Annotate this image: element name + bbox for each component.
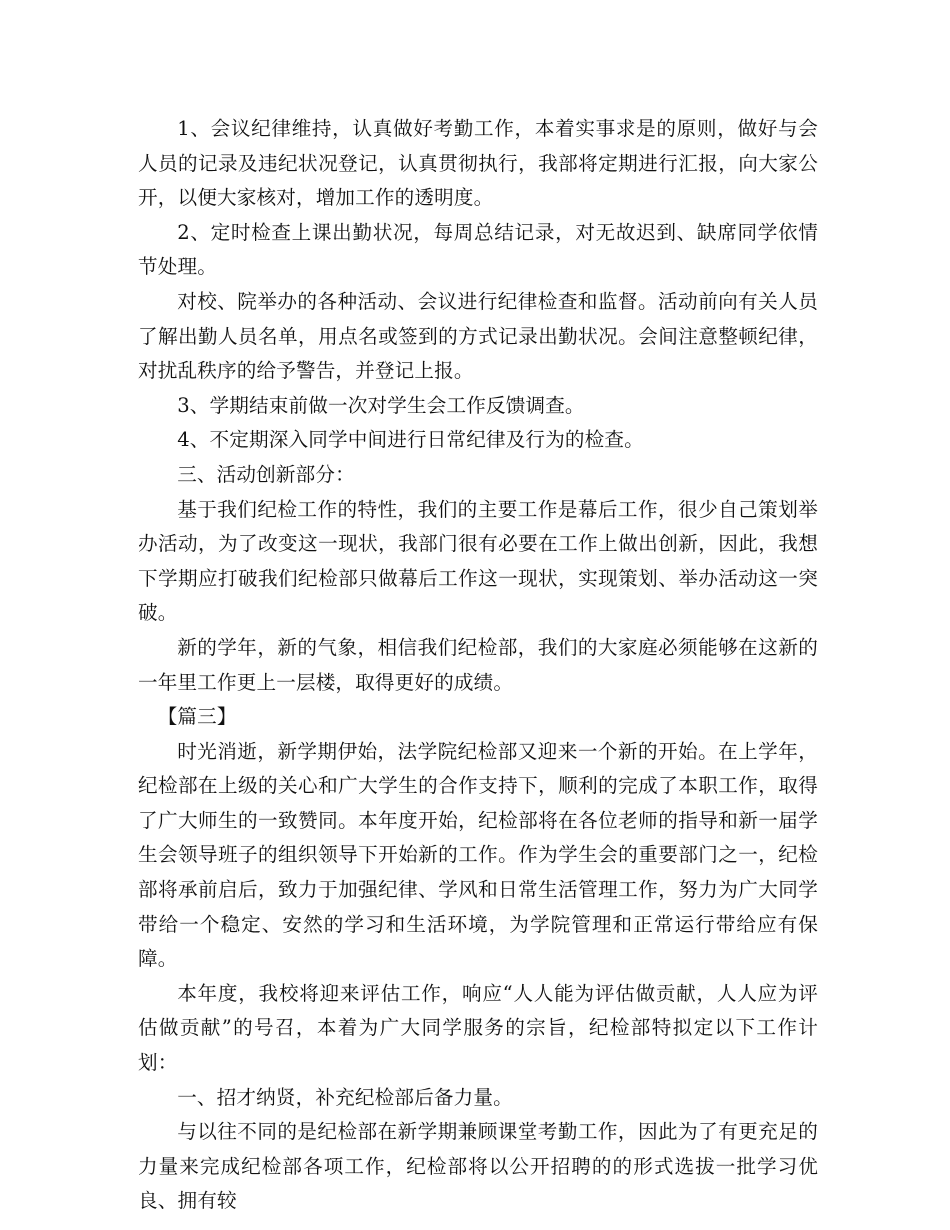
part-three-heading: 【篇三】 <box>157 705 237 729</box>
document-body <box>138 112 818 1219</box>
paragraph-6: 基于我们纪检工作的特性，我们的主要工作是幕后工作，很少自己策划举办活动，为了改变这一现状，我部门很有必要在工作上做出创新，因此，我想下学期应打破我们纪检部只做幕后工作这一现状，实现策划、举办活动这一突破。 <box>138 497 818 625</box>
paragraph-7: 新的学年，新的气象，相信我们纪检部，我们的大家庭必须能够在这新的一年里工作更上一层楼，取得更好的成绩。 <box>138 635 818 694</box>
paragraph-3: 对校、院举办的各种活动、会议进行纪律检查和监督。活动前向有关人员了解出勤人员名单，用点名或签到的方式记录出勤状况。会间注意整顿纪律，对扰乱秩序的给予警告，并登记上报。 <box>138 289 818 383</box>
paragraph-1: 1、会议纪律维持，认真做好考勤工作，本着实事求是的原则，做好与会人员的记录及违纪状况登记，认真贯彻执行，我部将定期进行汇报，向大家公开，以便大家核对，增加工作的透明度。 <box>138 117 818 210</box>
paragraph-5: 4、不定期深入同学中间进行日常纪律及行为的检查。 <box>177 428 644 452</box>
paragraph-10: 与以往不同的是纪检部在新学期兼顾课堂考勤工作，因此为了有更充足的力量来完成纪检部各项工作，纪检部将以公开招聘的的形式选拔一批学习优良、拥有较 <box>138 1120 818 1213</box>
section-heading-recruit: 一、招才纳贤，补充纪检部后备力量。 <box>177 1085 513 1109</box>
section-heading-activity-innovation: 三、活动创新部分： <box>177 462 355 486</box>
paragraph-4: 3、学期结束前做一次对学生会工作反馈调查。 <box>177 393 585 417</box>
paragraph-2: 2、定时检查上课出勤状况，每周总结记录，对无故迟到、缺席同学依情节处理。 <box>138 220 818 279</box>
paragraph-9: 本年度，我校将迎来评估工作，响应“人人能为评估做贡献，人人应为评估做贡献”的号召，本着为广大同学服务的宗旨，纪检部特拟定以下工作计划： <box>138 981 818 1075</box>
paragraph-8: 时光消逝，新学期伊始，法学院纪检部又迎来一个新的开始。在上学年，纪检部在上级的关心和广大学生的合作支持下，顺利的完成了本职工作，取得了广大师生的一致赞同。本年度开始，纪检部将在各位老师的指导和新一届学生会领导班子的组织领导下开始新的工作。作为学生会的重要部门之一，纪检部将承前启后，致力于加强纪律、学风和日常生活管理工作，努力为广大同学带给一个稳定、安然的学习和生活环境，为学院管理和正常运行带给应有保障。 <box>138 739 818 971</box>
